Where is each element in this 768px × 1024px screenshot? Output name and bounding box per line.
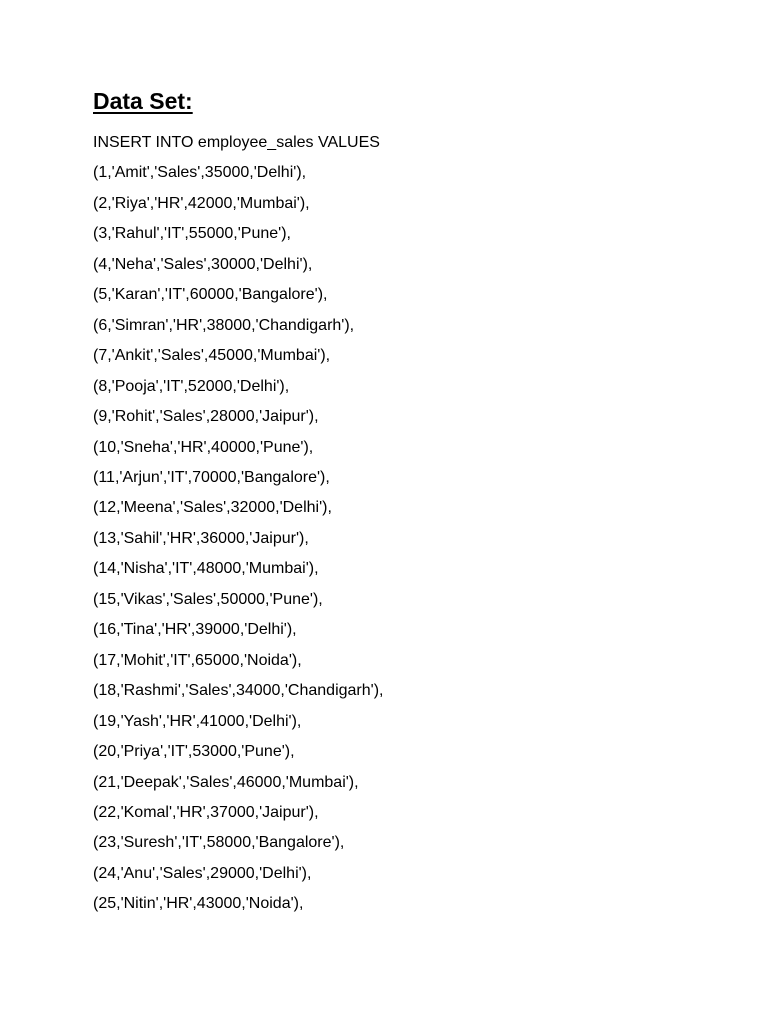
data-row: (13,'Sahil','HR',36000,'Jaipur'), — [93, 529, 309, 547]
data-row: (15,'Vikas','Sales',50000,'Pune'), — [93, 590, 323, 608]
data-row: (9,'Rohit','Sales',28000,'Jaipur'), — [93, 408, 319, 426]
data-row: (6,'Simran','HR',38000,'Chandigarh'), — [93, 316, 355, 334]
data-row: (17,'Mohit','IT',65000,'Noida'), — [93, 651, 302, 669]
data-row: (10,'Sneha','HR',40000,'Pune'), — [93, 438, 314, 456]
data-row: (16,'Tina','HR',39000,'Delhi'), — [93, 621, 297, 639]
data-row: (2,'Riya','HR',42000,'Mumbai'), — [93, 194, 310, 212]
section-heading: Data Set: — [93, 88, 193, 114]
data-row: (7,'Ankit','Sales',45000,'Mumbai'), — [93, 347, 331, 365]
data-row: (14,'Nisha','IT',48000,'Mumbai'), — [93, 560, 319, 578]
data-row: (4,'Neha','Sales',30000,'Delhi'), — [93, 255, 313, 273]
data-row: (22,'Komal','HR',37000,'Jaipur'), — [93, 803, 319, 821]
data-row: (21,'Deepak','Sales',46000,'Mumbai'), — [93, 773, 359, 791]
data-row: (18,'Rashmi','Sales',34000,'Chandigarh'), — [93, 682, 384, 700]
data-row: (11,'Arjun','IT',70000,'Bangalore'), — [93, 468, 330, 486]
document-page — [93, 86, 748, 920]
data-row: (1,'Amit','Sales',35000,'Delhi'), — [93, 164, 307, 182]
data-row: (20,'Priya','IT',53000,'Pune'), — [93, 743, 295, 761]
data-row: (5,'Karan','IT',60000,'Bangalore'), — [93, 286, 328, 304]
sql-insert-statement: INSERT INTO employee_sales VALUES — [93, 134, 380, 151]
data-rows-list — [93, 158, 748, 919]
data-row: (3,'Rahul','IT',55000,'Pune'), — [93, 225, 291, 243]
data-row: (24,'Anu','Sales',29000,'Delhi'), — [93, 864, 312, 882]
data-row: (19,'Yash','HR',41000,'Delhi'), — [93, 712, 302, 730]
data-row: (8,'Pooja','IT',52000,'Delhi'), — [93, 377, 290, 395]
data-row: (25,'Nitin','HR',43000,'Noida'), — [93, 895, 304, 913]
data-row: (23,'Suresh','IT',58000,'Bangalore'), — [93, 834, 345, 852]
data-row: (12,'Meena','Sales',32000,'Delhi'), — [93, 499, 332, 517]
